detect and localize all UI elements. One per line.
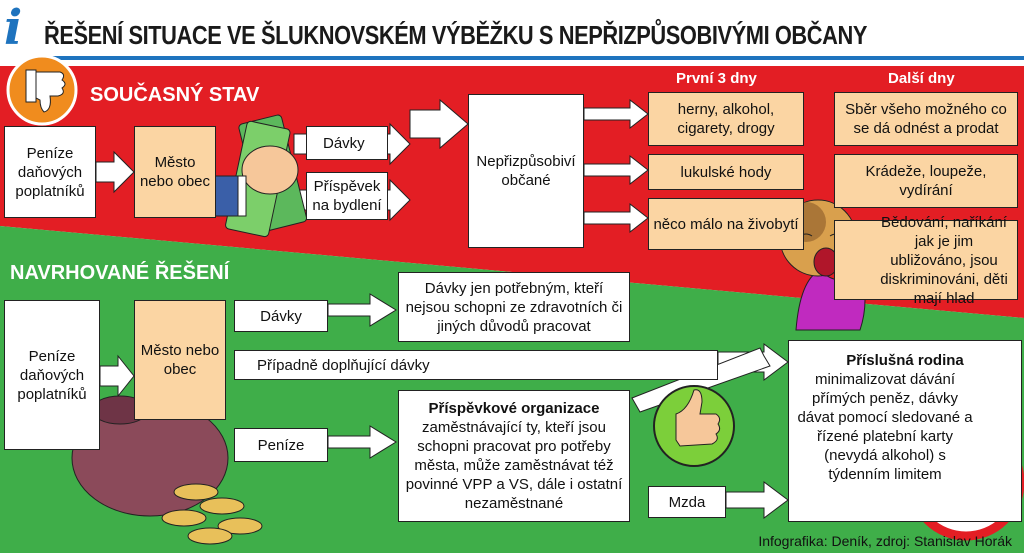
proposed-city-box: Město nebo obec — [134, 300, 226, 420]
family-text: minimalizovat dávání přímých peněz, dávky dávat pomocí sledované a řízené platební karty (nevydá alkohol) s týdenním limitem — [797, 371, 973, 483]
first-days-item-2: lukulské hody — [648, 154, 804, 190]
proposed-benefits-box: Dávky — [234, 300, 328, 332]
next-days-item-2: Krádeže, loupeže, vydírání — [834, 154, 1018, 208]
page-title: ŘEŠENÍ SITUACE VE ŠLUKNOVSKÉM VÝBĚŽKU S NEPŘIZPŮSOBIVÝMI OBČANY — [44, 20, 867, 50]
credit-line: Infografika: Deník, zdroj: Stanislav Horák — [758, 533, 1012, 549]
benefits-needy-box: Dávky jen potřebným, kteří nejsou schopni ze zdravotních či jiných důvodů pracovat — [398, 272, 630, 342]
benefits-box: Dávky — [306, 126, 388, 160]
supplementary-benefits-box: Případně doplňující dávky — [234, 350, 718, 380]
next-days-item-1: Sběr všeho možného co se dá odnést a prodat — [834, 92, 1018, 146]
first-days-header: První 3 dny — [676, 70, 757, 87]
next-days-header: Další dny — [888, 70, 955, 87]
housing-allowance-box: Příspěvek na bydlení — [306, 172, 388, 220]
city-box: Město nebo obec — [134, 126, 216, 218]
first-days-item-1: herny, alkohol, cigarety, drogy — [648, 92, 804, 146]
current-state-label: SOUČASNÝ STAV — [90, 84, 260, 106]
money-box: Peníze — [234, 428, 328, 462]
proposed-solution-label: NAVRHOVANÉ ŘEŠENÍ — [10, 262, 230, 284]
proposed-taxpayers-money-box: Peníze daňových poplatníků — [4, 300, 100, 450]
family-title: Příslušná rodina — [846, 352, 964, 369]
org-title: Příspěvkové organizace — [428, 400, 600, 417]
org-text: zaměstnávající ty, kteří jsou schopni pracovat pro potřeby města, může zaměstnávat též povinné VPP a VS, dále i ostatní nezaměstnané — [405, 419, 623, 512]
thumb-down-icon — [8, 56, 76, 124]
contributory-organizations-box — [398, 390, 630, 522]
next-days-item-3: Bědování, naříkání jak je jim ubližováno, jsou diskriminováni, děti mají hlad — [834, 220, 1018, 300]
title-underline — [38, 56, 1024, 60]
first-days-item-3: něco málo na živobytí — [648, 198, 804, 250]
misfit-citizens-box: Nepřizpůsobiví občané — [468, 94, 584, 248]
taxpayers-money-box: Peníze daňových poplatníků — [4, 126, 96, 218]
family-box — [788, 340, 1022, 522]
thumb-up-icon — [654, 386, 734, 466]
wage-box: Mzda — [648, 486, 726, 518]
info-icon: i — [4, 0, 23, 56]
